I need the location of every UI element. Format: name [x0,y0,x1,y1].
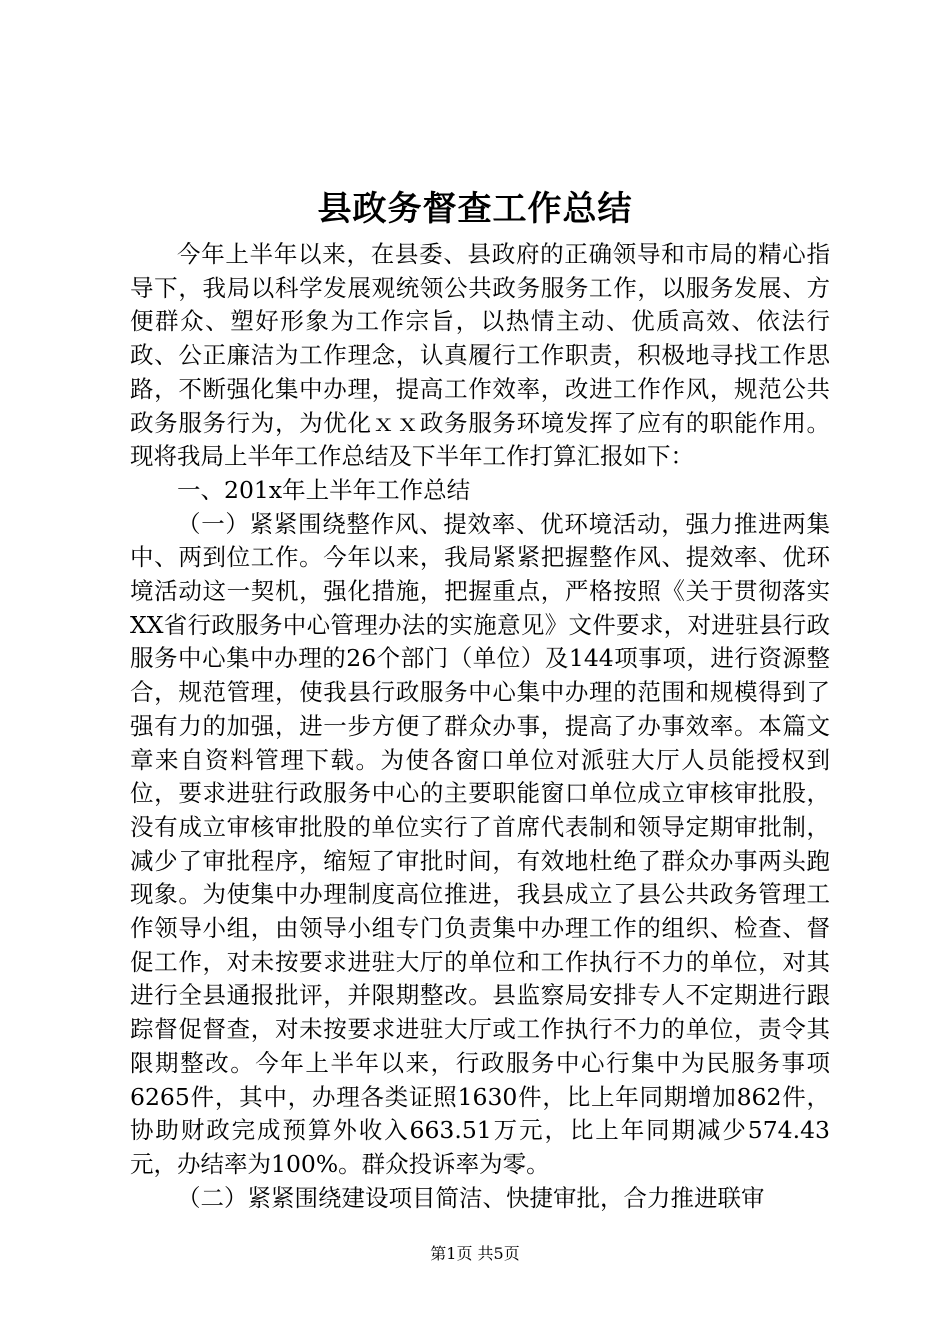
document-body [130,238,830,1215]
document-title: 县政务督查工作总结 [317,189,633,229]
section-heading: 一、201x年上半年工作总结 [177,475,471,504]
page-number-footer: 第1页 共5页 [430,1244,520,1263]
section-paragraph-1: （一）紧紧围绕整作风、提效率、优环境活动，强力推进两集中、两到位工作。今年以来，我局紧紧把握整作风、提效率、优环境活动这一契机，强化措施，把握重点，严格按照《关于贯彻落实XX省行政服务中心管理办法的实施意见》文件要求，对进驻县行政服务中心集中办理的26个部门（单位）及144项事项，进行资源整合，规范管理，使我县行政服务中心集中办理的范围和规模得到了强有力的加强，进一步方便了群众办事，提高了办事效率。本篇文章来自资料管理下载。为使各窗口单位对派驻大厅人员能授权到位，要求进驻行政服务中心的主要职能窗口单位成立审核审批股，没有成立审核审批股的单位实行了首席代表制和领导定期审批制，减少了审批程序，缩短了审批时间，有效地杜绝了群众办事两头跑现象。为使集中办理制度高位推进，我县成立了县公共政务管理工作领导小组，由领导小组专门负责集中办理工作的组织、检查、督促工作，对未按要求进驻大厅的单位和工作执行不力的单位，对其进行全县通报批评，并限期整改。县监察局安排专人不定期进行跟踪督促督查，对未按要求进驻大厅或工作执行不力的单位，责令其限期整改。今年上半年以来，行政服务中心行集中为民服务事项6265件，其中，办理各类证照1630件，比上年同期增加862件，协助财政完成预算外收入663.51万元，比上年同期减少574.43元，办结率为100%。群众投诉率为零。 [130,509,830,1178]
section-paragraph-2: （二）紧紧围绕建设项目简洁、快捷审批，合力推进联审 [177,1183,765,1212]
intro-paragraph: 今年上半年以来，在县委、县政府的正确领导和市局的精心指导下，我局以科学发展观统领公共政务服务工作，以服务发展、方便群众、塑好形象为工作宗旨，以热情主动、优质高效、依法行政、公正廉洁为工作理念，认真履行工作职责，积极地寻找工作思路，不断强化集中办理，提高工作效率，改进工作作风，规范公共政务服务行为，为优化ｘｘ政务服务环境发挥了应有的职能作用。现将我局上半年工作总结及下半年工作打算汇报如下： [130,240,830,471]
